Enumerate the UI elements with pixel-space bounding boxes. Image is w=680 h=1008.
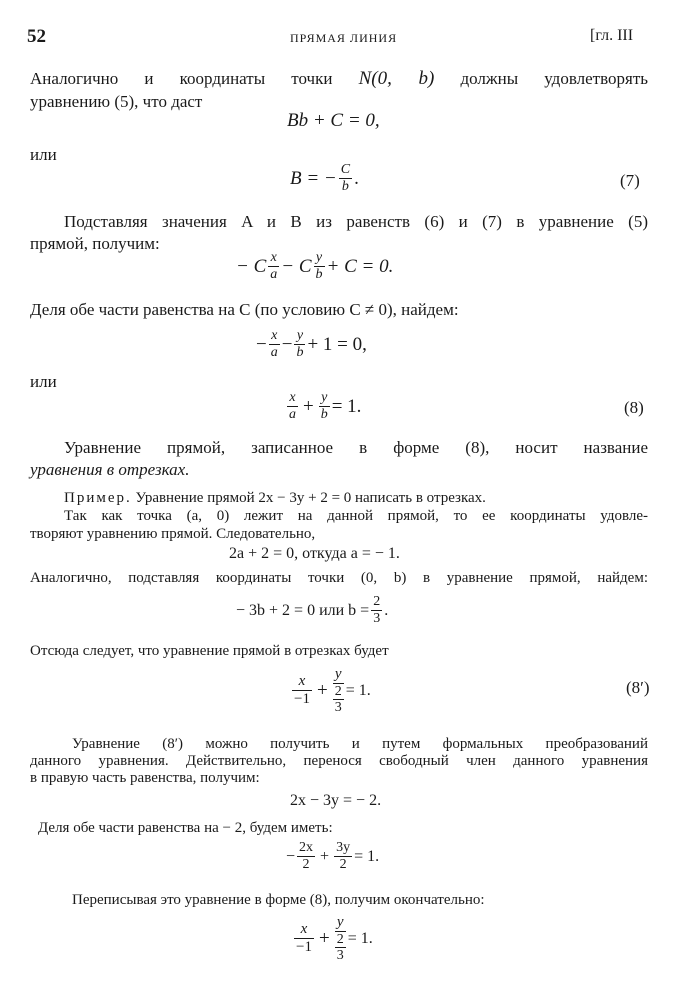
equation-c: 2x − 3y = − 2. xyxy=(290,792,382,809)
example-line: Уравнение (8′) можно получить и путем формальных преобразований xyxy=(72,736,648,752)
equation-a: 2a + 2 = 0, откуда a = − 1. xyxy=(229,545,400,562)
example-line: Так как точка (a, 0) лежит на данной прямой, то ее координаты удовле- xyxy=(64,508,648,524)
equation-7: B = − $\frac{C}{b}$ . xyxy=(290,162,359,194)
chapter-label: [гл. III xyxy=(590,27,634,44)
page-number: 52 xyxy=(27,26,46,47)
example-line: данного уравнения. Действительно, перенося свободный член данного уравнения xyxy=(30,753,648,769)
fraction: $\frac{C}{b}$ xyxy=(340,162,351,194)
equation-final: $\frac{x}{-1}$ + $\frac{y}{\frac{2}{3}}$ = 1. xyxy=(296,914,373,963)
paragraph-line: уравнению (5), что даст xyxy=(30,92,203,111)
paragraph-line: прямой, получим: xyxy=(30,234,160,253)
text-or: или xyxy=(30,145,57,164)
example-line: Пример. Уравнение прямой 2x − 3y + 2 = 0 написать в отрезках. xyxy=(64,490,486,506)
example-line: Деля обе части равенства на − 2, будем иметь: xyxy=(38,820,333,836)
paragraph-line: Подставляя значения A и B из равенств (6) и (7) в уравнение (5) xyxy=(64,212,648,231)
equation-d: − $\frac{2x}{2}$ + $\frac{3y}{2}$ = 1. xyxy=(286,840,380,872)
equation-Bb: Bb + C = 0, xyxy=(287,110,380,131)
equation-number: (8′) xyxy=(626,678,650,697)
example-line: Аналогично, подставляя координаты точки (0, b) в уравнение прямой, найдем: xyxy=(30,570,648,586)
equation-substitution: − C $\frac{x}{a}$ − C $\frac{y}{b}$ + C = 0. xyxy=(236,250,394,282)
example-line: Переписывая это уравнение в форме (8), получим окончательно: xyxy=(72,892,485,908)
example-label: Пример. xyxy=(64,490,132,506)
example-line: в правую часть равенства, получим: xyxy=(30,770,260,786)
equation-number: (8) xyxy=(624,398,644,417)
equation-8: $\frac{x}{a}$ + $\frac{y}{b}$ = 1. xyxy=(289,390,362,422)
example-line: творяют уравнению прямой. Следовательно, xyxy=(30,526,316,542)
equation-number: (7) xyxy=(620,171,640,190)
paragraph-line: Аналогично и координаты точки N(0, b) должны удовлетворять xyxy=(30,68,649,89)
emphasis-term: уравнения в отрезках. xyxy=(30,460,190,479)
example-line: Отсюда следует, что уравнение прямой в отрезках будет xyxy=(30,643,389,659)
equation-b: − 3b + 2 = 0 или b = $\frac{2}{3}$ . xyxy=(236,594,389,626)
equation-8-prime: $\frac{x}{-1}$ + $\frac{y}{\frac{2}{3}}$ = 1. xyxy=(294,666,371,715)
equation-divided: − $\frac{x}{a}$ − $\frac{y}{b}$ + 1 = 0, xyxy=(256,328,367,360)
paragraph-line: Деля обе части равенства на C (по условию C ≠ 0), найдем: xyxy=(30,300,459,319)
running-title: ПРЯМАЯ ЛИНИЯ xyxy=(290,31,398,45)
paragraph-line: Уравнение прямой, записанное в форме (8), носит название xyxy=(64,438,648,457)
text-or: или xyxy=(30,372,57,391)
